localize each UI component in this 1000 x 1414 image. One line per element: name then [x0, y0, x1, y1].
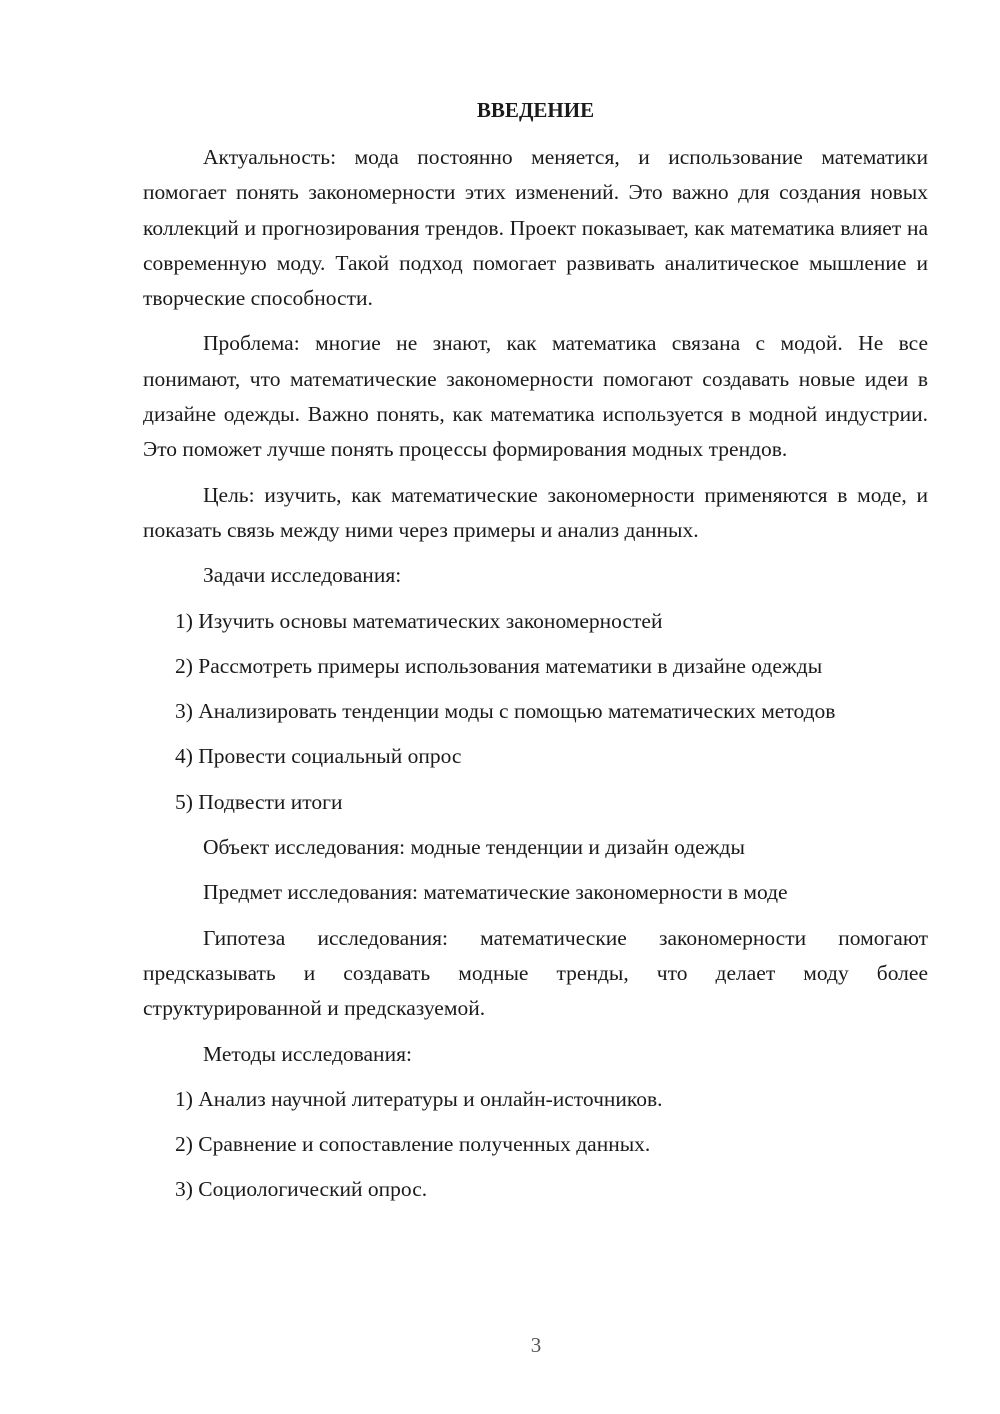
problem-paragraph: Проблема: многие не знают, как математика связана с модой. Не все понимают, что математические закономерности помогают создавать новые идеи в дизайне одежды. Важно понять, как математика используется в модной индустрии. Это поможет лучше понять процессы формирования модных трендов. [143, 331, 928, 462]
goal-paragraph: Цель: изучить, как математические закономерности применяются в моде, и показать связь между ними через примеры и анализ данных. [143, 482, 928, 542]
section-heading: ВВЕДЕНИЕ [476, 98, 595, 122]
method-item: 1) Анализ научной литературы и онлайн-источников. [175, 1086, 663, 1111]
task-item: 3) Анализировать тенденции моды с помощью математических методов [175, 699, 836, 724]
page-content [143, 95, 928, 1218]
tasks-heading: Задачи исследования: [203, 563, 402, 588]
task-item: 1) Изучить основы математических закономерностей [175, 608, 663, 633]
research-hypothesis: Гипотеза исследования: математические закономерности помогают предсказывать и создавать модные тренды, что делает моду более структурированной и предсказуемой. [143, 925, 928, 1021]
relevance-paragraph: Актуальность: мода постоянно меняется, и использование математики помогает понять закономерности этих изменений. Это важно для создания новых коллекций и прогнозирования трендов. Проект показывает, как математика влияет на современную моду. Такой подход помогает развивать аналитическое мышление и творческие способности. [143, 145, 928, 311]
method-item: 3) Социологический опрос. [175, 1177, 428, 1202]
research-subject: Предмет исследования: математические закономерности в моде [203, 880, 788, 905]
method-item: 2) Сравнение и сопоставление полученных данных. [175, 1132, 651, 1157]
research-object: Объект исследования: модные тенденции и дизайн одежды [203, 835, 745, 860]
task-item: 5) Подвести итоги [175, 789, 343, 814]
task-item: 4) Провести социальный опрос [175, 744, 462, 769]
task-item: 2) Рассмотреть примеры использования математики в дизайне одежды [175, 653, 823, 678]
page-number: 3 [530, 1333, 542, 1357]
methods-heading: Методы исследования: [203, 1041, 412, 1066]
